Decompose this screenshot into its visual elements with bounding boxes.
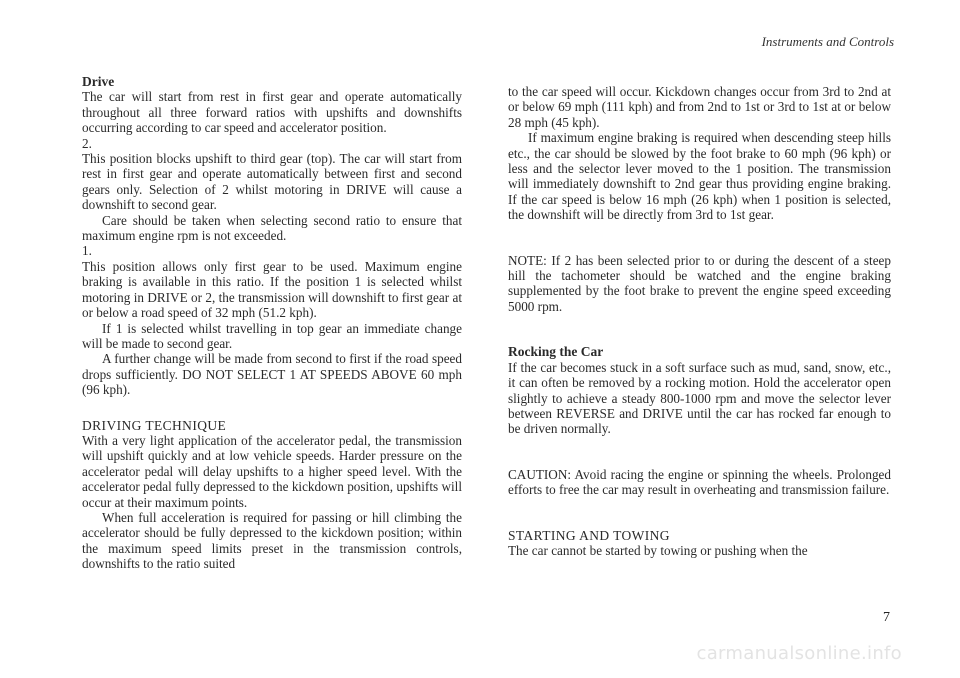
- watermark: carmanualsonline.info: [696, 643, 902, 664]
- drive-paragraph: The car will start from rest in first gear and operate automatically throughout all three forward ratios with upshifts and downshifts occurring according to car speed and accelerator position.: [82, 89, 462, 136]
- driving-technique-kickdown-paragraph: When full acceleration is required for passing or hill climbing the accelerator should be fully depressed to the kickdown position; within the maximum speed limits preset in the transmission controls, downshifts to the ratio suited: [82, 509, 462, 572]
- position-2-label: 2.: [82, 135, 92, 151]
- running-head: Instruments and Controls: [761, 34, 894, 49]
- position-2-paragraph: This position blocks upshift to third gear (top). The car will start from rest in first gear and operate automatically between first and second gears only. Selection of 2 whilst motoring in DRIVE will cause a downshift to second gear.: [82, 151, 462, 213]
- position-1-label: 1.: [82, 243, 92, 259]
- page-number: 7: [883, 610, 890, 625]
- position-1-paragraph: This position allows only first gear to be used. Maximum engine braking is available in this ratio. If the position 1 is selected whilst motoring in DRIVE or 2, the transmission will downshift to first gear at or below a road speed of 32 mph (51.2 kph).: [82, 258, 462, 321]
- driving-technique-heading: DRIVING TECHNIQUE: [82, 417, 227, 433]
- left-column: [82, 74, 462, 572]
- note-label: NOTE:: [508, 252, 547, 268]
- position-1-warning-paragraph: A further change will be made from second to first if the road speed drops sufficiently. DO NOT SELECT 1 AT SPEEDS ABOVE 60 mph (96 kph).: [82, 351, 462, 398]
- starting-and-towing-paragraph: The car cannot be started by towing or pushing when the: [508, 542, 808, 558]
- rocking-the-car-heading: Rocking the Car: [508, 344, 604, 360]
- driving-technique-paragraph: With a very light application of the accelerator pedal, the transmission will upshift quickly and at low vehicle speeds. Harder pressure on the accelerator pedal will delay upshifts to a higher speed level. With the accelerator pedal fully depressed to the kickdown position, upshifts will occur at their maximum points.: [82, 432, 462, 510]
- note-text: If 2 has been selected prior to or during the descent of a steep hill the tachometer should be watched and the engine braking supplemented by the foot brake to prevent the engine speed exceeding 5000 rpm.: [508, 252, 891, 314]
- position-1-top-gear-paragraph: If 1 is selected whilst travelling in top gear an immediate change will be made to second gear.: [82, 320, 462, 351]
- caution-label: CAUTION:: [508, 466, 572, 482]
- rocking-the-car-paragraph: If the car becomes stuck in a soft surface such as mud, sand, snow, etc., it can often be removed by a rocking motion. Hold the accelerator open slightly to achieve a steady 800-1000 rpm and move the selector lever between REVERSE and DRIVE until the car has rocked far enough to be driven normally.: [508, 359, 891, 437]
- drive-heading: Drive: [82, 74, 115, 89]
- note-paragraph: [508, 253, 891, 315]
- starting-and-towing-heading: STARTING AND TOWING: [508, 527, 670, 543]
- caution-paragraph: [508, 467, 891, 498]
- right-column: [508, 84, 891, 558]
- caution-text: Avoid racing the engine or spinning the wheels. Prolonged efforts to free the car may result in overheating and transmission failure.: [508, 466, 891, 498]
- kickdown-continuation-paragraph: to the car speed will occur. Kickdown changes occur from 3rd to 2nd at or below 69 mph (111 kph) and from 2nd to 1st or 3rd to 1st at or below 28 mph (45 kph).: [508, 84, 891, 130]
- engine-braking-paragraph: If maximum engine braking is required when descending steep hills etc., the car should be slowed by the foot brake to 60 mph (96 kph) or less and the selector lever moved to the 1 position. The transmission will immediately downshift to 2nd gear thus providing engine braking. If the car speed is below 16 mph (26 kph) when 1 position is selected, the downshift will be directly from 3rd to 1st gear.: [508, 130, 891, 223]
- position-2-caution-paragraph: Care should be taken when selecting second ratio to ensure that maximum engine rpm is not exceeded.: [82, 212, 462, 244]
